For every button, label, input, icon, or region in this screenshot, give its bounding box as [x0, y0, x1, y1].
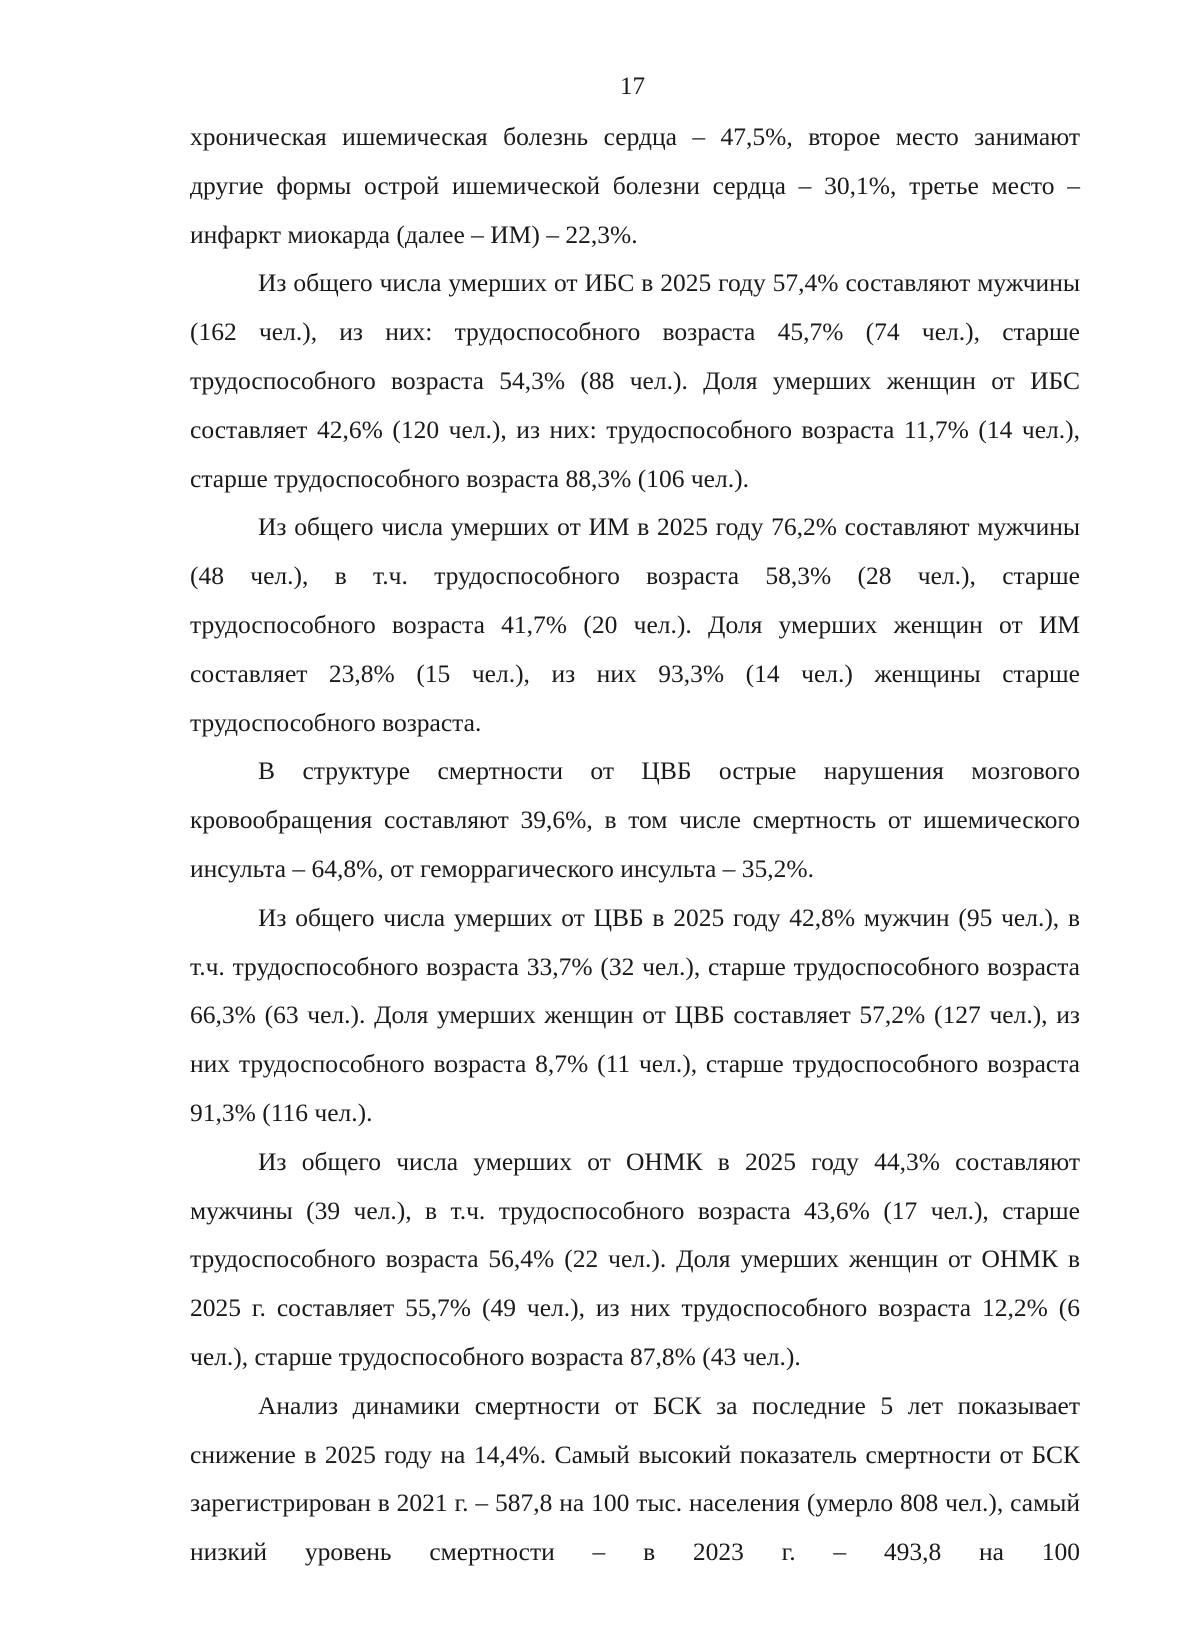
paragraph-continued: хроническая ишемическая болезнь сердца – 47,5%, второе место занимают другие формы острой ишемической болезни сердца – 30,1%, третье место – инфаркт миокарда (далее – ИМ) – 22,3%.: [190, 122, 1080, 249]
paragraph-im-mortality: Из общего числа умерших от ИМ в 2025 году 76,2% составляют мужчины (48 чел.), в т.ч. трудоспособного возраста 58,3% (28 чел.), старше трудоспособного возраста 41,7% (20 чел.). Доля умерших женщин от ИМ составляет 23,8% (15 чел.), из них 93,3% (14 чел.) женщины старше трудоспособного возраста.: [190, 512, 1080, 737]
paragraph-onmk-mortality: Из общего числа умерших от ОНМК в 2025 году 44,3% составляют мужчины (39 чел.), в т.ч. трудоспособного возраста 43,6% (17 чел.), старше трудоспособного возраста 56,4% (22 чел.). Доля умерших женщин от ОНМК в 2025 г. составляет 55,7% (49 чел.), из них трудоспособного возраста 12,2% (6 чел.), старше трудоспособного возраста 87,8% (43 чел.).: [190, 1146, 1080, 1371]
paragraph-ibs-mortality: Из общего числа умерших от ИБС в 2025 году 57,4% составляют мужчины (162 чел.), из них: трудоспособного возраста 45,7% (74 чел.), старше трудоспособного возраста 54,3% (88 чел.). Доля умерших женщин от ИБС составляет 42,6% (120 чел.), из них: трудоспособного возраста 11,7% (14 чел.), старше трудоспособного возраста 88,3% (106 чел.).: [190, 268, 1080, 493]
paragraph-cvd-mortality: Из общего числа умерших от ЦВБ в 2025 году 42,8% мужчин (95 чел.), в т.ч. трудоспособного возраста 33,7% (32 чел.), старше трудоспособного возраста 66,3% (63 чел.). Доля умерших женщин от ЦВБ составляет 57,2% (127 чел.), из них трудоспособного возраста 8,7% (11 чел.), старше трудоспособного возраста 91,3% (116 чел.).: [190, 902, 1080, 1127]
page-number: 17: [620, 73, 645, 100]
paragraph-bsk-dynamics: Анализ динамики смертности от БСК за последние 5 лет показывает снижение в 2025 году на 14,4%. Самый высокий показатель смертности от БСК зарегистрирован в 2021 г. – 587,8 на 100 тыс. населения (умерло 808 чел.), самый низкий уровень смертности – в 2023 г. – 493,8 на 100: [190, 1390, 1080, 1567]
paragraph-cvd-structure: В структуре смертности от ЦВБ острые нарушения мозгового кровообращения составляют 39,6%, в том числе смертность от ишемического инсульта – 64,8%, от геморрагического инсульта – 35,2%.: [190, 756, 1080, 883]
document-body: [190, 113, 1080, 1577]
